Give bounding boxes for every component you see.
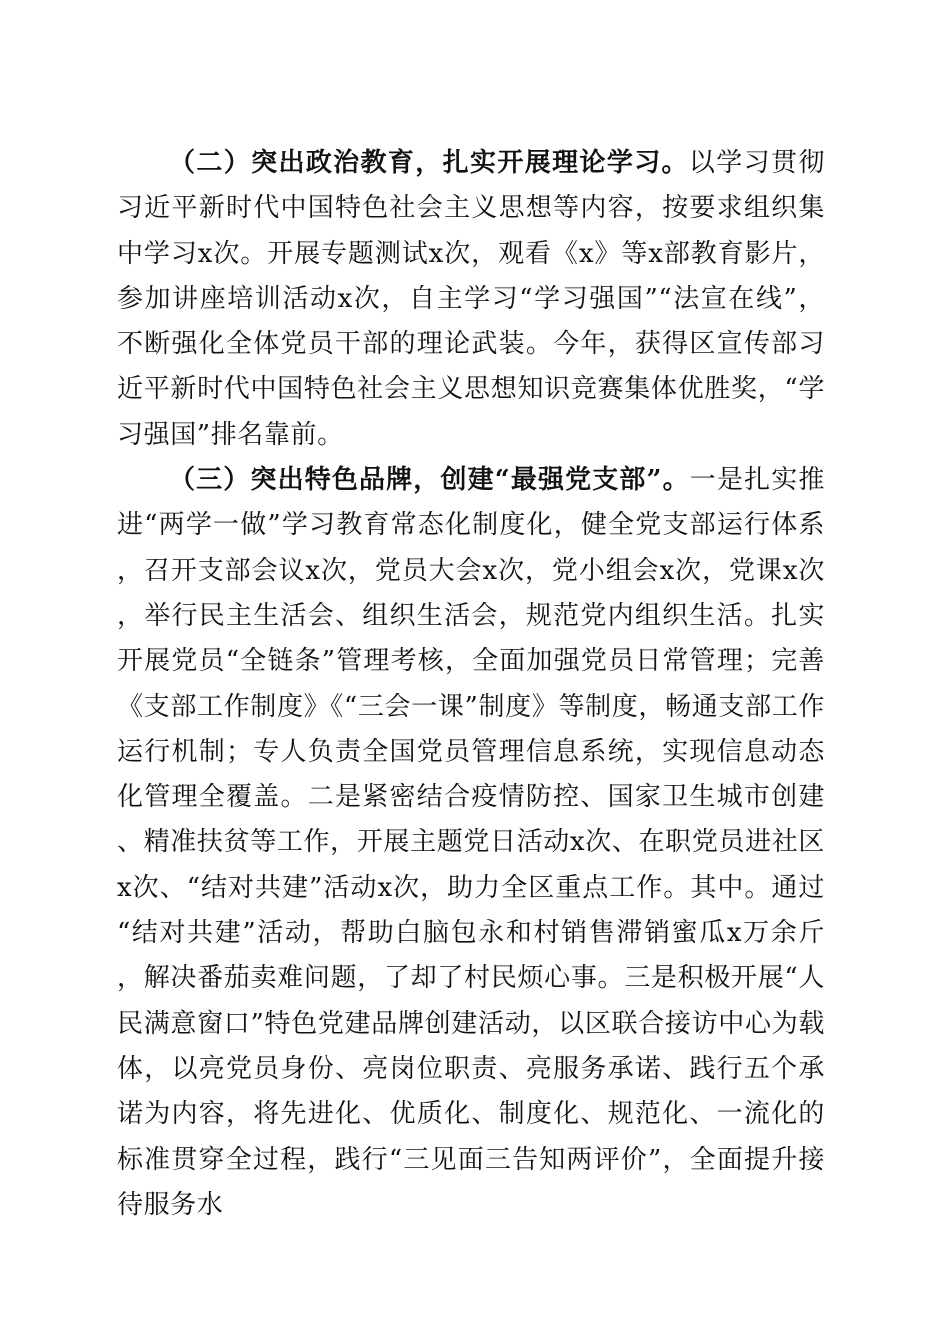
- paragraph-featured-brand: [117, 458, 825, 1228]
- paragraph-text: 一是扎实推进“两学一做”学习教育常态化制度化，健全党支部运行体系，召开支部会议x次，党员大会x次，党小组会x次，党课x次，举行民主生活会、组织生活会，规范党内组织生活。扎实开展党员“全链条”管理考核，全面加强党员日常管理；完善《支部工作制度》《“三会一课”制度》等制度，畅通支部工作运行机制；专人负责全国党员管理信息系统，实现信息动态化管理全覆盖。二是紧密结合疫情防控、国家卫生城市创建、精准扶贫等工作，开展主题党日活动x次、在职党员进社区x次、“结对共建”活动x次，助力全区重点工作。其中。通过“结对共建”活动，帮助白脑包永和村销售滞销蜜瓜x万余斤，解决番茄卖难问题，了却了村民烦心事。三是积极开展“人民满意窗口”特色党建品牌创建活动，以区联合接访中心为载体，以亮党员身份、亮岗位职责、亮服务承诺、践行五个承诺为内容，将先进化、优质化、制度化、规范化、一流化的标准贯穿全过程，践行“三见面三告知两评价”，全面提升接待服务水: [117, 465, 825, 1220]
- paragraph-heading: （二）突出政治教育，扎实开展理论学习。: [169, 148, 689, 178]
- paragraph-political-education: [117, 141, 825, 458]
- document-body: [117, 141, 825, 1228]
- paragraph-heading: （三）突出特色品牌，创建“最强党支部”。: [169, 465, 690, 496]
- paragraph-text: 以学习贯彻习近平新时代中国特色社会主义思想等内容，按要求组织集中学习x次。开展专题测试x次，观看《x》等x部教育影片，参加讲座培训活动x次，自主学习“学习强国”“法宣在线”，不断强化全体党员干部的理论武装。今年，获得区宣传部习近平新时代中国特色社会主义思想知识竞赛集体优胜奖，“学习强国”排名靠前。: [117, 148, 825, 450]
